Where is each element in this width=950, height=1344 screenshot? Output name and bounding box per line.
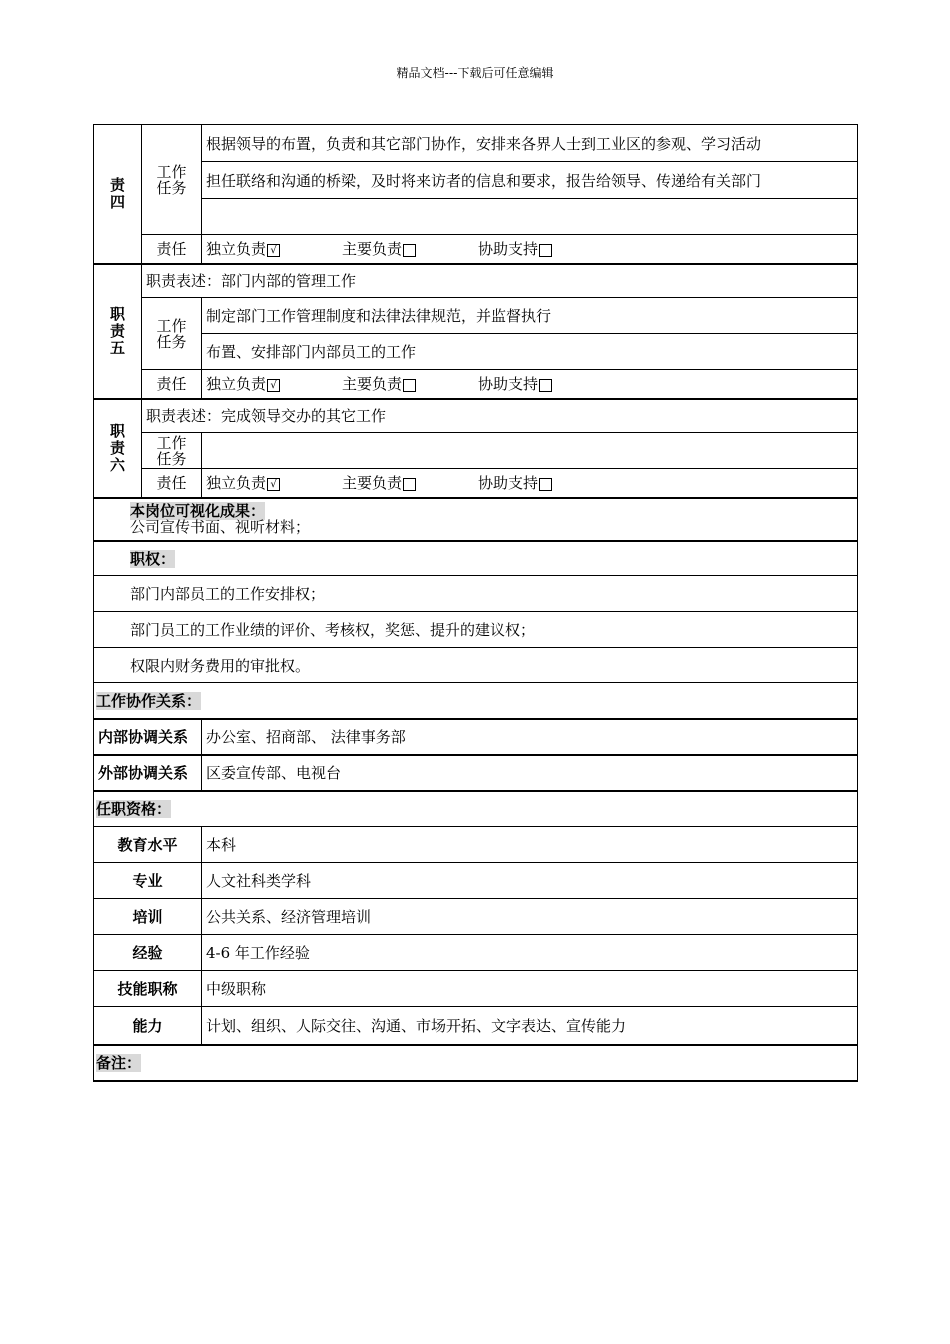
- external-relations-value: 区委宣传部、电视台: [202, 755, 858, 791]
- qual-label-major: 专业: [94, 863, 202, 899]
- duty5-task-label: 工作 任务: [142, 298, 202, 370]
- page-header: 精品文档---下载后可任意编辑: [396, 66, 554, 80]
- qual-value-experience: 4-6 年工作经验: [202, 935, 858, 971]
- external-relations-label: 外部协调关系: [94, 755, 202, 791]
- main-label: 主要负责: [342, 375, 403, 394]
- duty6-responsibility: [202, 469, 858, 498]
- qual-label-training: 培训: [94, 899, 202, 935]
- duty4-responsibility: [202, 235, 858, 264]
- checked-box-icon: √: [267, 379, 280, 392]
- authority-item-2: 部门员工的工作业绩的评价、考核权，奖惩、提升的建议权；: [94, 612, 858, 648]
- authority-title-cell: [94, 541, 858, 576]
- internal-relations-label: 内部协调关系: [94, 719, 202, 755]
- qual-label-title: 技能职称: [94, 971, 202, 1007]
- results-text: 公司宣传书面、视听材料；: [130, 518, 311, 536]
- results-section: [94, 498, 858, 541]
- duty5-description: 职责表述：部门内部的管理工作: [142, 264, 858, 298]
- qual-value-training: 公共关系、经济管理培训: [202, 899, 858, 935]
- relations-title: 工作协作关系：: [96, 691, 202, 710]
- authority-title: 职权：: [130, 549, 176, 568]
- duty4-task-1: 根据领导的布置，负责和其它部门协作，安排来各界人士到工业区的参观、学习活动: [202, 125, 858, 162]
- independent-label: 独立负责: [206, 474, 267, 493]
- notes-cell: [94, 1045, 858, 1081]
- main-label: 主要负责: [342, 240, 403, 259]
- qual-value-title: 中级职称: [202, 971, 858, 1007]
- results-title: 本岗位可视化成果：: [130, 502, 266, 520]
- duty6-label: 职 责 六: [94, 399, 142, 498]
- qual-value-major: 人文社科类学科: [202, 863, 858, 899]
- authority-item-3: 权限内财务费用的审批权。: [94, 648, 858, 683]
- duty5-task-1: 制定部门工作管理制度和法律法律规范，并监督执行: [202, 298, 858, 334]
- authority-item-1: 部门内部员工的工作安排权；: [94, 576, 858, 612]
- independent-label: 独立负责: [206, 240, 267, 259]
- duty6-task-label: 工作 任务: [142, 433, 202, 469]
- support-label: 协助支持: [478, 240, 539, 259]
- duty4-resp-label: 责任: [142, 235, 202, 264]
- duty4-task-2: 担任联络和沟通的桥梁，及时将来访者的信息和要求，报告给领导、传递给有关部门: [202, 162, 858, 199]
- unchecked-box-icon: [403, 478, 416, 491]
- independent-label: 独立负责: [206, 375, 267, 394]
- checked-box-icon: √: [267, 244, 280, 257]
- duty5-resp-label: 责任: [142, 370, 202, 399]
- qualifications-title: 任职资格：: [96, 800, 172, 819]
- duty5-responsibility: [202, 370, 858, 399]
- duty5-label: 职 责 五: [94, 264, 142, 399]
- qualifications-title-cell: [94, 791, 858, 827]
- internal-relations-value: 办公室、招商部、 法律事务部: [202, 719, 858, 755]
- main-label: 主要负责: [342, 474, 403, 493]
- unchecked-box-icon: [539, 379, 552, 392]
- unchecked-box-icon: [403, 379, 416, 392]
- qual-value-ability: 计划、组织、人际交往、沟通、市场开拓、文字表达、宣传能力: [202, 1007, 858, 1045]
- duty6-description: 职责表述：完成领导交办的其它工作: [142, 399, 858, 433]
- qual-label-experience: 经验: [94, 935, 202, 971]
- qual-label-education: 教育水平: [94, 827, 202, 863]
- notes-title: 备注：: [96, 1054, 142, 1072]
- duty4-task-3: [202, 199, 858, 235]
- duty4-task-label: 工作 任务: [142, 125, 202, 235]
- duty5-task-2: 布置、安排部门内部员工的工作: [202, 334, 858, 370]
- qual-value-education: 本科: [202, 827, 858, 863]
- support-label: 协助支持: [478, 474, 539, 493]
- duty4-label: 责 四: [94, 125, 142, 264]
- duty6-task-1: [202, 433, 858, 469]
- qual-label-ability: 能力: [94, 1007, 202, 1045]
- unchecked-box-icon: [539, 478, 552, 491]
- unchecked-box-icon: [403, 244, 416, 257]
- checked-box-icon: √: [267, 478, 280, 491]
- relations-title-cell: [94, 683, 858, 719]
- support-label: 协助支持: [478, 375, 539, 394]
- duty6-resp-label: 责任: [142, 469, 202, 498]
- unchecked-box-icon: [539, 244, 552, 257]
- job-description-table: [93, 124, 858, 1082]
